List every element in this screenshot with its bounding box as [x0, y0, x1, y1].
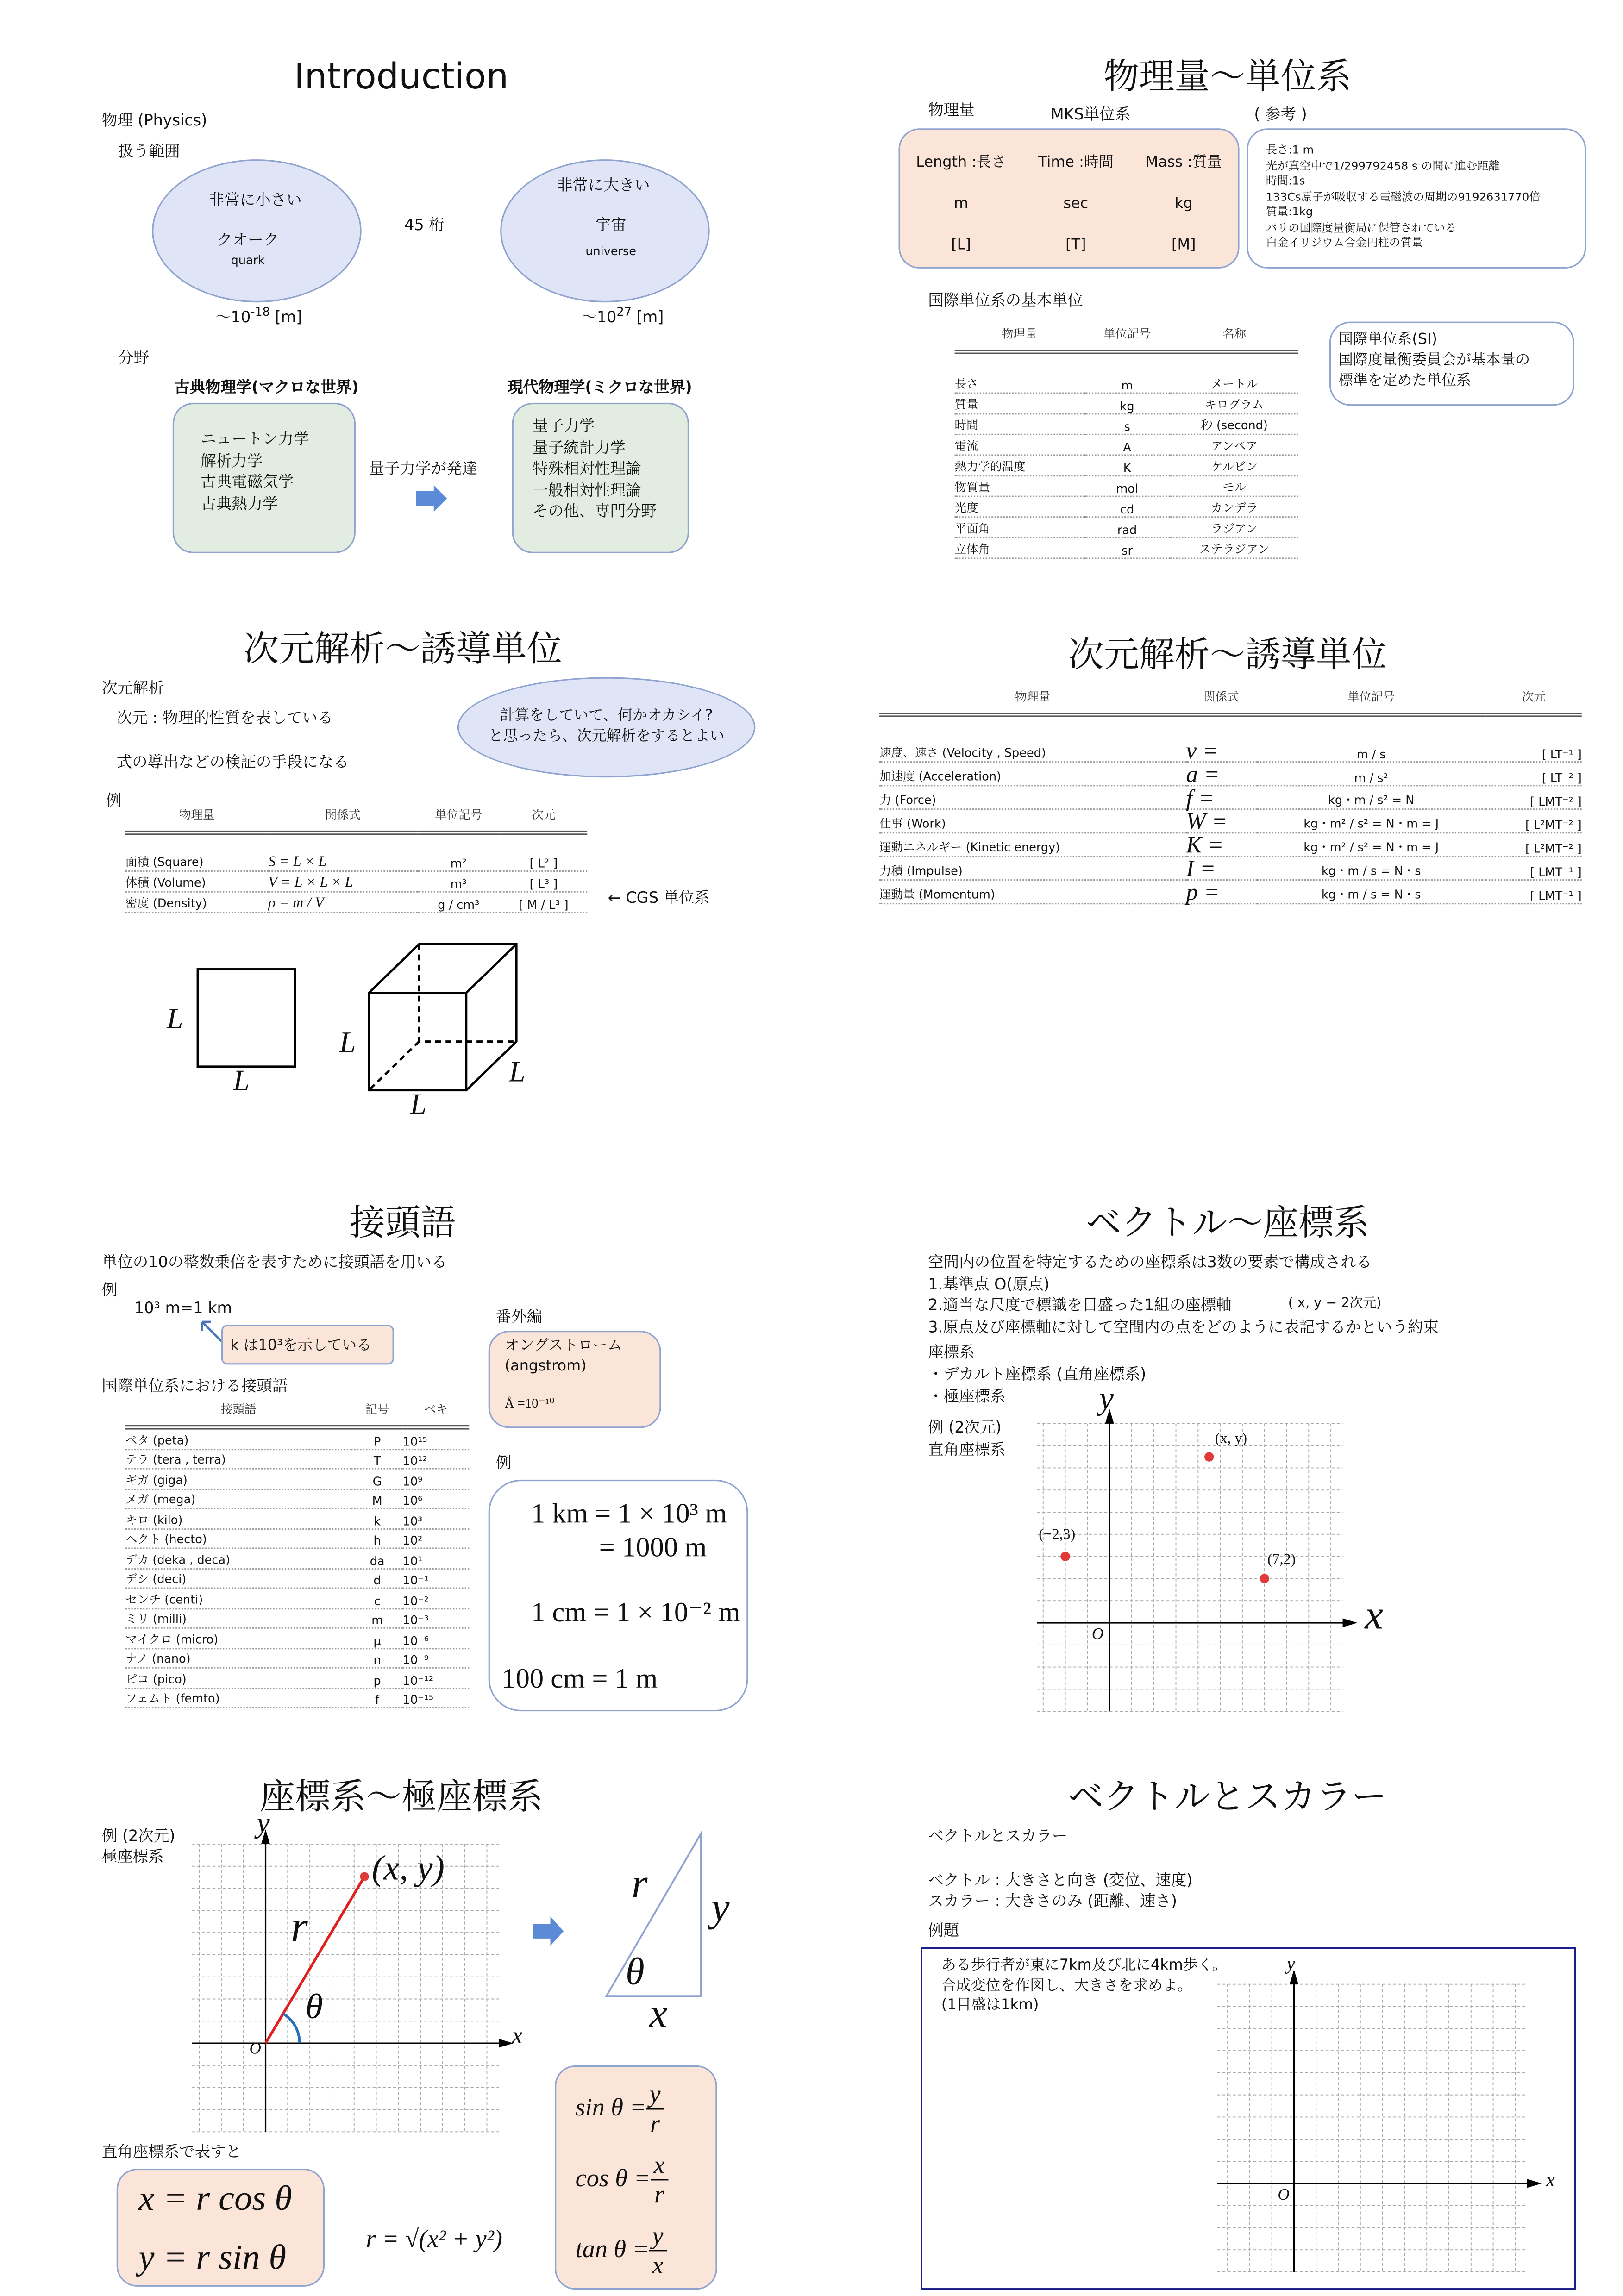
table-cell: 10⁻² — [403, 1588, 470, 1608]
classical-item: ニュートン力学 — [201, 431, 309, 449]
table-cell: 秒 (second) — [1170, 414, 1298, 435]
prefix-table-heading: 国際単位系における接頭語 — [101, 1378, 288, 1396]
bubble-line: と思ったら、次元解析をするとよい — [488, 729, 725, 745]
quark-en: quark — [231, 254, 265, 267]
modern-item: 量子力学 — [533, 417, 595, 435]
mks-d: [L] — [951, 238, 971, 254]
table-cell: K = — [1186, 833, 1256, 857]
mks-q: Length :長さ — [916, 155, 1006, 171]
column-header: 単位記号 — [1084, 323, 1170, 352]
table-cell: W = — [1186, 809, 1256, 833]
column-header: 記号 — [352, 1399, 403, 1427]
coord-line: 2.適当な尺度で標識を目盛った1組の座標軸 — [928, 1296, 1232, 1315]
table-cell: f = — [1186, 786, 1256, 809]
problem-line: ある歩行者が東に7km及び北に4km歩く。 — [941, 1958, 1227, 1974]
table-cell: p = — [1186, 880, 1256, 904]
xy-2d-note: ( x, y − 2次元) — [1288, 1296, 1382, 1312]
r-formula: r = √(x² + y²) — [366, 2225, 502, 2253]
cube-depth-label: L — [509, 1056, 526, 1089]
table-cell: 10⁻⁶ — [403, 1628, 470, 1648]
x-axis-label: x — [1546, 2168, 1555, 2191]
modern-item: その他、専門分野 — [533, 503, 657, 521]
slide-title: 次元解析〜誘導単位 — [1068, 634, 1387, 676]
reference-line: 133Cs原子が吸収する電磁波の周期の9192631770倍 — [1266, 189, 1541, 203]
origin-label: O — [1278, 2186, 1290, 2204]
table-cell: d — [352, 1568, 403, 1588]
modern-heading: 現代物理学(ミクロな世界) — [508, 379, 692, 397]
dim-line1: 次元 : 物理的性質を表している — [116, 709, 333, 727]
mks-q: Mass :質量 — [1145, 155, 1222, 171]
mks-d: [T] — [1065, 238, 1086, 254]
mks-label: MKS単位系 — [1050, 106, 1131, 124]
modern-item: 特殊相対性理論 — [533, 460, 641, 478]
theta-label: θ — [305, 1989, 323, 2027]
table-cell: キログラム — [1170, 393, 1298, 414]
fields-label: 分野 — [118, 350, 149, 368]
table-cell: [ M / L³ ] — [500, 892, 587, 913]
slide-title: ベクトルとスカラー — [1068, 1776, 1387, 1818]
table-cell: [ LMT⁻¹ ] — [1486, 880, 1582, 904]
large-scale-value: 〜$10^{27}$ [m] — [581, 305, 664, 327]
table-cell: kg・m / s = N・s — [1256, 857, 1485, 880]
slide-title: 物理量〜単位系 — [1103, 56, 1352, 98]
table-cell: フェムト (femto) — [125, 1688, 352, 1708]
table-cell: 加速度 (Acceleration) — [879, 762, 1186, 786]
table-cell: kg — [1084, 393, 1170, 414]
reference-line: 時間:1s — [1266, 174, 1305, 188]
column-header: ベキ — [403, 1399, 470, 1427]
classical-item: 古典電磁気学 — [201, 473, 294, 492]
table-cell: 10⁻³ — [403, 1608, 470, 1628]
table-cell: 10¹ — [403, 1548, 470, 1568]
point-label: (−2,3) — [1039, 1526, 1076, 1543]
table-cell: ギガ (giga) — [125, 1469, 352, 1489]
example-label: 例 — [106, 792, 122, 810]
range-label: 扱う範囲 — [118, 143, 180, 161]
classical-item: 古典熱力学 — [201, 495, 278, 513]
quantity-label: 物理量 — [928, 101, 975, 120]
table-cell: m² — [417, 851, 500, 871]
table-cell: kg・m² / s² = N・m = J — [1256, 809, 1485, 833]
angstrom-value: Å =10⁻¹⁰ — [504, 1395, 555, 1411]
origin-label: O — [1091, 1626, 1104, 1644]
square-bottom-label: L — [233, 1065, 250, 1098]
denominator: r — [650, 2108, 660, 2137]
table-cell: V = L × L × L — [268, 871, 417, 892]
table-cell: [ L²MT⁻² ] — [1486, 809, 1582, 833]
table-cell: kg・m² / s² = N・m = J — [1256, 833, 1485, 857]
table-cell: メガ (mega) — [125, 1489, 352, 1508]
table-cell: S = L × L — [268, 851, 417, 871]
table-cell: [ LMT⁻² ] — [1486, 786, 1582, 809]
table-cell: v = — [1186, 739, 1256, 762]
coord-line: 3.原点及び座標軸に対して空間内の点をどのように表記するかという約束 — [928, 1319, 1439, 1337]
point-label: (7,2) — [1267, 1552, 1296, 1569]
km-equation: 10³ m=1 km — [134, 1300, 232, 1318]
eq-cm: 1 cm = 1 × 10⁻² m — [531, 1597, 740, 1629]
bubble-line: 計算をしていて、何かオカシイ? — [500, 708, 713, 725]
table-cell: カンデラ — [1170, 496, 1298, 517]
slide-title: 次元解析〜誘導単位 — [243, 628, 563, 670]
table-cell: M — [352, 1489, 403, 1508]
column-header: 物理量 — [879, 686, 1186, 715]
origin-label: O — [249, 2040, 261, 2058]
numerator: y — [649, 2221, 666, 2251]
scalar-def: スカラー : 大きさのみ (距離、速さ) — [928, 1893, 1177, 1911]
classical-heading: 古典物理学(マクロな世界) — [174, 379, 359, 397]
si-note-line: 標準を定めた単位系 — [1338, 373, 1471, 390]
y-axis-label: y — [1286, 1952, 1295, 1974]
table-cell: 立体角 — [955, 538, 1084, 558]
polar-label: 極座標系 — [101, 1848, 164, 1866]
table-cell: 電流 — [955, 434, 1084, 455]
vector-def: ベクトル : 大きさと向き (変位、速度) — [928, 1872, 1193, 1890]
table-cell: 運動量 (Momentum) — [879, 880, 1186, 904]
classical-item: 解析力学 — [201, 452, 263, 470]
table-cell: kg・m / s² = N — [1256, 786, 1485, 809]
slide-title: 座標系〜極座標系 — [259, 1776, 543, 1818]
eq-km2: = 1000 m — [599, 1533, 707, 1564]
table-cell: n — [352, 1648, 403, 1668]
arrow-label: 量子力学が発達 — [369, 460, 477, 478]
table-cell: μ — [352, 1628, 403, 1648]
x-arrowhead-icon — [1527, 2179, 1542, 2188]
table-cell: 運動エネルギー (Kinetic energy) — [879, 833, 1186, 857]
universe-en: universe — [585, 244, 636, 258]
si-heading: 国際単位系の基本単位 — [928, 292, 1083, 310]
table-cell: c — [352, 1588, 403, 1608]
dim-line2: 式の導出などの検証の手段になる — [116, 754, 349, 772]
table-cell: [ L² ] — [500, 851, 587, 871]
triangle-x-label: x — [649, 1991, 668, 2038]
column-header: 関係式 — [268, 804, 417, 833]
table-cell: A — [1084, 434, 1170, 455]
slide-title: 接頭語 — [350, 1202, 456, 1244]
y-axis-label: y — [1099, 1379, 1114, 1416]
table-cell: P — [352, 1427, 403, 1449]
triangle-y-label: y — [711, 1885, 730, 1931]
small-label: 非常に小さい — [208, 192, 302, 210]
table-cell: 10⁻⁹ — [403, 1648, 470, 1668]
table-cell: mol — [1084, 476, 1170, 497]
column-header: 次元 — [500, 804, 587, 833]
table-cell: p — [352, 1668, 403, 1688]
table-cell: 10¹⁵ — [403, 1427, 470, 1449]
table-cell: 速度、速さ (Velocity , Speed) — [879, 739, 1186, 762]
dim-heading: 次元解析 — [101, 680, 164, 698]
point-label: (x, y) — [1215, 1430, 1247, 1447]
table-cell: 質量 — [955, 393, 1084, 414]
problem-line: (1目盛は1km) — [941, 1997, 1039, 2014]
table-cell: sr — [1084, 538, 1170, 558]
small-scale-value: 〜$10^{-18}$ [m] — [215, 305, 302, 327]
mks-u: m — [953, 196, 969, 213]
table-cell: 10⁻¹⁵ — [403, 1688, 470, 1708]
table-cell: 密度 (Density) — [125, 892, 269, 913]
table-cell: m³ — [417, 871, 500, 892]
point-label: (x, y) — [371, 1850, 445, 1889]
r-label: r — [290, 1903, 308, 1952]
cube-side-label: L — [339, 1026, 356, 1059]
y-axis-label: y — [257, 1807, 270, 1840]
polar-item: ・極座標系 — [928, 1388, 1006, 1406]
table-cell: g / cm³ — [417, 892, 500, 913]
table-cell: m — [352, 1608, 403, 1628]
table-cell: ステラジアン — [1170, 538, 1298, 558]
example-label: 例 (2次元) — [101, 1827, 175, 1846]
kilo-callout-text: k は10³を示している — [230, 1338, 372, 1355]
table-cell: 力積 (Impulse) — [879, 857, 1186, 880]
modern-item: 一般相対性理論 — [533, 482, 641, 500]
table-cell: [ L³ ] — [500, 871, 587, 892]
mks-u: kg — [1174, 196, 1193, 213]
reference-label: ( 参考 ) — [1254, 106, 1307, 124]
numerator: y — [646, 2079, 664, 2109]
table-cell: cd — [1084, 496, 1170, 517]
table-cell: h — [352, 1528, 403, 1548]
table-cell: 光度 — [955, 496, 1084, 517]
slide-title: Introduction — [294, 56, 509, 98]
table-cell: 力 (Force) — [879, 786, 1186, 809]
table-cell: I = — [1186, 857, 1256, 880]
example-label: 例 — [101, 1282, 118, 1300]
large-label: 非常に大きい — [557, 177, 650, 195]
modern-item: 量子統計力学 — [533, 438, 626, 457]
table-cell: 長さ — [955, 373, 1084, 393]
table-cell: ナノ (nano) — [125, 1648, 352, 1668]
cgs-note: ← CGS 単位系 — [608, 889, 710, 907]
mks-q: Time :時間 — [1038, 155, 1114, 171]
table-cell: s — [1084, 414, 1170, 435]
table-cell: [ LMT⁻¹ ] — [1486, 857, 1582, 880]
cartesian-item: ・デカルト座標系 (直角座標系) — [928, 1366, 1147, 1384]
prefix-intro: 単位の10の整数乗倍を表すために接頭語を用いる — [101, 1254, 447, 1272]
slide-title: ベクトル〜座標系 — [1086, 1202, 1369, 1244]
column-header: 名称 — [1170, 323, 1298, 352]
table-cell: kg・m / s = N・s — [1256, 880, 1485, 904]
table-cell: 10⁶ — [403, 1489, 470, 1508]
table-cell: ミリ (milli) — [125, 1608, 352, 1628]
table-cell: 10⁹ — [403, 1469, 470, 1489]
table-cell: 10¹² — [403, 1449, 470, 1469]
table-cell: a = — [1186, 762, 1256, 786]
column-header: 物理量 — [955, 323, 1084, 352]
table-cell: m / s² — [1256, 762, 1485, 786]
table-cell: 10² — [403, 1528, 470, 1548]
trig-lhs: cos θ = — [575, 2164, 651, 2192]
column-header: 次元 — [1486, 686, 1582, 715]
table-cell: テラ (tera , terra) — [125, 1449, 352, 1469]
table-cell: rad — [1084, 517, 1170, 538]
table-cell: ヘクト (hecto) — [125, 1528, 352, 1548]
extra-heading: 番外編 — [495, 1308, 542, 1326]
table-cell: アンペア — [1170, 434, 1298, 455]
y-formula: y = r sin θ — [138, 2239, 287, 2278]
table-cell: ペタ (peta) — [125, 1427, 352, 1449]
table-cell: K — [1084, 455, 1170, 476]
table-cell: 10³ — [403, 1508, 470, 1528]
example-label: 例 (2次元) — [928, 1419, 1002, 1437]
table-cell: キロ (kilo) — [125, 1508, 352, 1528]
square-side-label: L — [167, 1003, 183, 1036]
column-header: 単位記号 — [1256, 686, 1485, 715]
table-cell: T — [352, 1449, 403, 1469]
table-cell: 仕事 (Work) — [879, 809, 1186, 833]
table-cell: 平面角 — [955, 517, 1084, 538]
physics-label: 物理 (Physics) — [101, 112, 207, 130]
table-cell: da — [352, 1548, 403, 1568]
table-cell: デカ (deka , deca) — [125, 1548, 352, 1568]
rect-label: 直角座標系 — [928, 1441, 1006, 1459]
table-cell: ρ = m / V — [268, 892, 417, 913]
coord-line: 1.基準点 O(原点) — [928, 1276, 1050, 1294]
table-cell: モル — [1170, 476, 1298, 497]
table-cell: 10⁻¹² — [403, 1668, 470, 1688]
table-cell: 物質量 — [955, 476, 1084, 497]
column-header: 関係式 — [1186, 686, 1256, 715]
coord-line: 空間内の位置を特定するための座標系は3数の要素で構成される — [928, 1254, 1372, 1272]
table-cell: デシ (deci) — [125, 1568, 352, 1588]
mks-u: sec — [1063, 196, 1089, 213]
table-cell: ケルビン — [1170, 455, 1298, 476]
orders-of-magnitude: 45 桁 — [404, 217, 445, 235]
table-cell: 10⁻¹ — [403, 1568, 470, 1588]
table-cell: ピコ (pico) — [125, 1668, 352, 1688]
si-note-line: 国際単位系(SI) — [1338, 332, 1437, 348]
reference-line: パリの国際度量衡局に保管されている — [1266, 220, 1457, 234]
denominator: r — [654, 2179, 664, 2208]
cube-bottom-label: L — [410, 1089, 427, 1121]
table-cell: [ L²MT⁻² ] — [1486, 833, 1582, 857]
numerator: x — [651, 2150, 668, 2180]
problem-label: 例題 — [928, 1922, 959, 1940]
table-cell: m — [1084, 373, 1170, 393]
x-axis-label: x — [1365, 1593, 1384, 1639]
denominator: x — [652, 2250, 664, 2279]
coord-heading: 座標系 — [928, 1344, 975, 1362]
table-cell: センチ (centi) — [125, 1588, 352, 1608]
x-axis-label: x — [512, 2024, 523, 2049]
table-cell: マイクロ (micro) — [125, 1628, 352, 1648]
column-header: 接頭語 — [125, 1399, 352, 1427]
table-cell: k — [352, 1508, 403, 1528]
eq-km: 1 km = 1 × 10³ m — [531, 1499, 727, 1530]
column-header: 単位記号 — [417, 804, 500, 833]
reference-line: 光が真空中で1/299792458 s の間に進む距離 — [1266, 158, 1500, 172]
reference-line: 質量:1kg — [1266, 205, 1313, 219]
angstrom-en: (angstrom) — [504, 1358, 587, 1375]
rect-heading: 直角座標系で表すと — [101, 2143, 241, 2162]
eq-100cm: 100 cm = 1 m — [501, 1664, 658, 1695]
triangle-r-label: r — [631, 1862, 648, 1908]
table-cell: 時間 — [955, 414, 1084, 435]
reference-line: 長さ:1 m — [1266, 143, 1314, 156]
table-cell: 熱力学的温度 — [955, 455, 1084, 476]
table-cell: f — [352, 1688, 403, 1708]
angstrom-jp: オングストローム — [504, 1338, 622, 1355]
table-cell: ラジアン — [1170, 517, 1298, 538]
trig-lhs: sin θ = — [575, 2093, 647, 2121]
triangle-theta-label: θ — [626, 1950, 645, 1993]
table-cell: [ LT⁻² ] — [1486, 762, 1582, 786]
vs-heading: ベクトルとスカラー — [928, 1827, 1068, 1846]
quark-jp: クオーク — [217, 231, 279, 250]
table-cell: 体積 (Volume) — [125, 871, 269, 892]
universe-jp: 宇宙 — [595, 217, 627, 235]
table-cell: [ LT⁻¹ ] — [1486, 739, 1582, 762]
table-cell: 面積 (Square) — [125, 851, 269, 871]
si-note-line: 国際度量衡委員会が基本量の — [1338, 352, 1530, 369]
problem-line: 合成変位を作図し、大きさを求めよ。 — [941, 1977, 1192, 1994]
table-cell: G — [352, 1469, 403, 1489]
reference-line: 白金イリジウム合金円柱の質量 — [1266, 236, 1423, 250]
table-cell: メートル — [1170, 373, 1298, 393]
example2-label: 例 — [495, 1454, 512, 1472]
table-cell: m / s — [1256, 739, 1485, 762]
trig-lhs: tan θ = — [575, 2235, 650, 2263]
column-header: 物理量 — [125, 804, 269, 833]
mks-d: [M] — [1172, 238, 1196, 254]
x-formula: x = r cos θ — [138, 2180, 292, 2219]
